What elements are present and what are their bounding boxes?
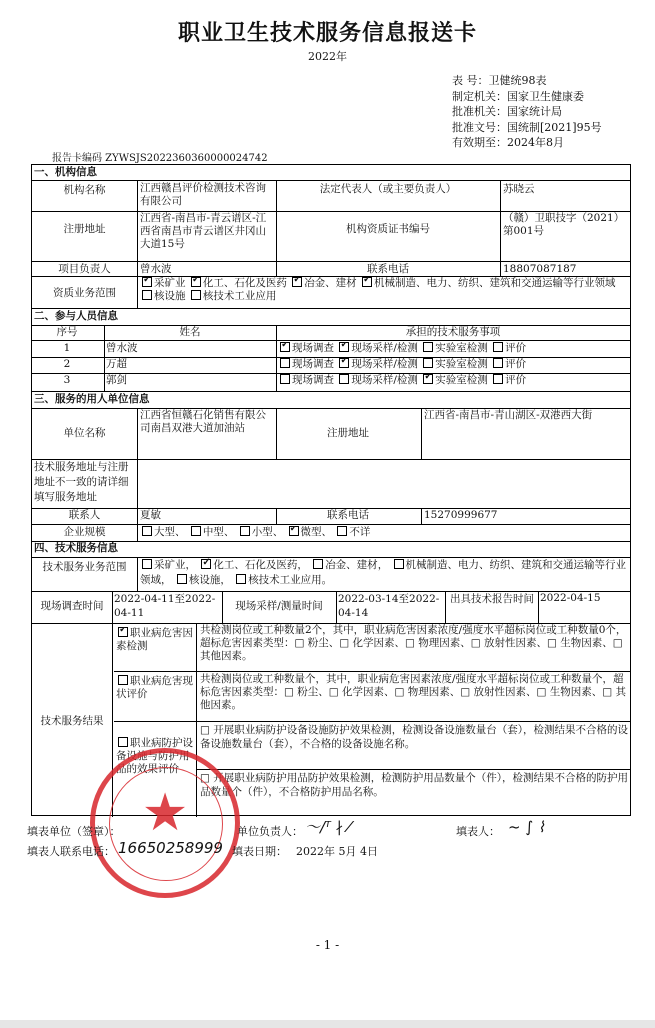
checkbox[interactable] — [280, 358, 290, 368]
contact-phone-value: 15270999677 — [424, 509, 498, 521]
item-label: 评价 — [505, 342, 527, 354]
person-name: 万超 — [106, 358, 127, 370]
pm-value: 曾水波 — [140, 263, 172, 275]
checkbox[interactable] — [394, 559, 404, 569]
meta-row — [452, 120, 602, 136]
form-year: 2022年 — [308, 50, 347, 63]
checkbox[interactable] — [289, 526, 299, 536]
filler-signature: ~ ∫ ⌇ — [508, 818, 546, 836]
checkbox[interactable] — [337, 526, 347, 536]
contact-value: 夏敏 — [140, 509, 161, 521]
meta-row — [452, 135, 602, 151]
service-scope-options: 采矿业， ✓化工、石化及医药， 冶金、建材， 机械制造、电力、纺织、建筑和交通运输等行业领域， 核设施， 核技术工业应用。 — [140, 558, 630, 590]
person-no: 2 — [63, 358, 71, 370]
cert-value: （赣）卫职技字（2021）第001号 — [503, 212, 625, 237]
report-code: 报告卡编码 ZYWSJS2022360360000024742 — [52, 153, 268, 164]
scope-option: 核技术工业应用 — [202, 290, 277, 302]
scope-option: 化工、石化及医药 — [202, 277, 287, 289]
meta-value: 国家卫生健康委 — [507, 89, 584, 103]
scope-option: 机械制造、电力、纺织、建筑和交通运输等行业领域 — [374, 277, 616, 289]
service-scope-label: 技术服务业务范围 — [42, 561, 127, 573]
checkbox[interactable] — [280, 342, 290, 352]
size-option: 小型 — [251, 526, 273, 538]
survey-time-label: 现场调查时间 — [40, 600, 104, 612]
pm-label: 项目负责人 — [58, 263, 111, 275]
filler-phone-label: 填表人联系电话： — [27, 845, 115, 858]
item-label: 现场调查 — [292, 374, 334, 386]
result1-label — [116, 627, 196, 669]
meta-label: 表 号： — [452, 74, 489, 87]
service-scope-option: 冶金、建材 — [325, 559, 378, 571]
unit-name-label: 单位名称 — [63, 427, 106, 439]
section3-title: 三、服务的用人单位信息 — [34, 393, 150, 405]
checkbox[interactable] — [142, 290, 152, 300]
person-items — [278, 342, 628, 355]
checkbox[interactable] — [339, 342, 349, 352]
form-meta — [452, 73, 602, 151]
checkbox[interactable] — [493, 342, 503, 352]
checkbox[interactable] — [118, 675, 128, 685]
phone-label: 联系电话 — [367, 263, 409, 275]
size-label: 企业规模 — [63, 526, 106, 538]
service-addr-label: 技术服务地址与注册地址不一致的请详细填写服务地址 — [34, 461, 129, 503]
section2-title: 二、参与人员信息 — [34, 310, 118, 322]
page-number: - 1 - — [315, 938, 340, 952]
sampling-time-value: 2022-03-14至2022-04-14 — [338, 593, 440, 619]
person-items — [278, 374, 628, 387]
person-name: 郭剑 — [106, 374, 127, 386]
item-label: 实验室检测 — [435, 342, 488, 354]
service-scope-option: 机械制造、电力、纺织、建筑和交通运输等行业领域 — [140, 559, 627, 586]
checkbox[interactable] — [118, 737, 128, 747]
org-name-label: 机构名称 — [63, 184, 106, 196]
result1-text: 共检测岗位或工种数量2个，其中，职业病危害因素浓度/强度水平超标岗位或工种数量0个，超标危害因素类型：□ 粉尘、□ 化学因素、□ 物理因素、□ 放射性因素、□ 生物因素、□ 其他因素。 — [200, 624, 627, 662]
checkbox[interactable] — [423, 358, 433, 368]
bottom-bar — [0, 1020, 655, 1028]
item-label: 现场采样/检测 — [351, 374, 418, 386]
star-icon: ★ — [141, 783, 189, 843]
checkbox[interactable] — [236, 574, 246, 584]
meta-row — [452, 73, 602, 89]
col-name: 姓名 — [179, 326, 201, 338]
checkbox[interactable] — [493, 358, 503, 368]
fill-date-label: 填表日期： — [232, 845, 287, 858]
info-form — [31, 164, 631, 816]
meta-label: 批准文号： — [452, 120, 507, 134]
unit-addr-label: 注册地址 — [327, 427, 369, 439]
person-items — [278, 358, 628, 371]
checkbox[interactable] — [201, 559, 211, 569]
person-name: 曾水波 — [106, 342, 138, 354]
checkbox[interactable] — [493, 374, 503, 384]
meta-value: 卫健统98表 — [488, 74, 547, 87]
checkbox[interactable] — [339, 374, 349, 384]
scope-label: 资质业务范围 — [53, 287, 116, 299]
checkbox[interactable] — [423, 374, 433, 384]
form-title: 职业卫生技术服务信息报送卡 — [177, 20, 477, 46]
item-label: 现场采样/检测 — [351, 342, 418, 354]
legal-rep-label: 法定代表人（或主要负责人） — [319, 183, 457, 195]
item-label: 现场采样/检测 — [351, 358, 418, 370]
unit-addr-value: 江西省-南昌市-青山湖区-双港西大街 — [424, 409, 593, 421]
item-label: 评价 — [505, 358, 527, 370]
checkbox[interactable] — [191, 526, 201, 536]
unit-name-value: 江西省恒赣石化销售有限公司南昌双港大道加油站 — [140, 409, 266, 434]
meta-value: 国家统计局 — [507, 105, 562, 118]
fill-date-value: 2022年 5月 4日 — [296, 845, 378, 858]
survey-time-value: 2022-04-11至2022-04-11 — [114, 593, 216, 619]
checkbox[interactable] — [142, 526, 152, 536]
service-scope-option: 核技术工业应用。 — [248, 574, 333, 586]
checkbox[interactable] — [423, 342, 433, 352]
size-option: 微型 — [300, 526, 322, 538]
filler-label: 填表人： — [456, 825, 500, 838]
unit-seal-label: 填表单位（签章）： — [27, 825, 121, 838]
report-time-value: 2022-04-15 — [540, 592, 601, 604]
cert-label: 机构资质证书编号 — [346, 223, 430, 235]
result3-text2: □ 开展职业病防护用品防护效果检测，检测防护用品数量个（件），检测结果不合格的防护用品数量个（件），不合格防护用品名称。 — [200, 772, 628, 798]
result2-text: 共检测岗位或工种数量个，其中，职业病危害因素浓度/强度水平超标岗位或工种数量个，超标危害因素类型：□ 粉尘、□ 化学因素、□ 物理因素、□ 放射性因素、□ 生物因素、□ 其他因素。 — [200, 673, 627, 711]
result2-label — [116, 675, 196, 717]
reg-address-value: 江西省-南昌市-青云谱区-江西省南昌市青云谱区井冈山大道15号 — [140, 212, 267, 250]
scope-options — [140, 277, 630, 307]
legal-rep-value: 苏晓云 — [503, 183, 535, 195]
contact-label: 联系人 — [68, 509, 101, 521]
size-options: 大型、 中型、 小型、 ✓微型、 不详 — [140, 526, 630, 539]
result3-text: □ 开展职业病防护设备设施防护效果检测，检测设备设施数量台（套），检测结果不合格的设备设施数量台（套），不合格的设备设施名称。 — [200, 724, 628, 750]
reg-address-label: 注册地址 — [63, 223, 106, 235]
scope-option: 核设施 — [154, 290, 186, 302]
checkbox[interactable] — [339, 358, 349, 368]
result-item-label: 职业病防护设备设施与防护用品的效果评价 — [116, 737, 193, 775]
meta-value: 国统制[2021]95号 — [507, 120, 602, 134]
checkbox[interactable] — [240, 526, 250, 536]
result-item-label: 职业病危害因素检测 — [116, 627, 193, 652]
item-label: 实验室检测 — [435, 374, 488, 386]
meta-row — [452, 104, 602, 120]
checkbox[interactable] — [362, 277, 372, 287]
meta-label: 制定机关： — [452, 89, 507, 103]
meta-label: 批准机关： — [452, 105, 507, 118]
scope-option: 冶金、建材 — [304, 277, 357, 289]
result-label: 技术服务结果 — [40, 715, 104, 727]
col-items: 承担的技术服务事项 — [405, 326, 501, 338]
checkbox[interactable] — [142, 559, 152, 569]
head-signature: 〜∕ᵀ ∤ ⁄ — [305, 818, 351, 836]
item-label: 现场调查 — [292, 342, 334, 354]
meta-label: 有效期至： — [452, 136, 507, 149]
size-option: 中型 — [202, 526, 224, 538]
meta-value: 2024年8月 — [507, 136, 564, 149]
checkbox[interactable] — [142, 277, 152, 287]
filler-phone-value: 16650258999 — [118, 839, 223, 857]
result-item-label: 职业病危害现状评价 — [116, 675, 193, 700]
service-scope-option: 核设施 — [188, 574, 221, 586]
phone-value: 18807087187 — [503, 263, 577, 275]
checkbox[interactable] — [191, 290, 201, 300]
org-name-value: 江西赣昌评价检测技术咨询有限公司 — [140, 182, 266, 207]
sampling-time-label: 现场采样/测量时间 — [235, 600, 323, 612]
checkbox[interactable] — [292, 277, 302, 287]
size-option: 不详 — [349, 526, 371, 538]
unit-head-label: 单位负责人： — [237, 825, 303, 838]
checkbox[interactable] — [191, 277, 201, 287]
checkbox[interactable] — [280, 374, 290, 384]
section1-title: 一、机构信息 — [34, 166, 97, 178]
item-label: 实验室检测 — [435, 358, 488, 370]
person-no: 3 — [63, 374, 71, 386]
checkbox[interactable] — [177, 574, 187, 584]
checkbox[interactable] — [313, 559, 323, 569]
checkbox[interactable] — [118, 627, 128, 637]
contact-phone-label: 联系电话 — [327, 509, 369, 521]
item-label: 评价 — [505, 374, 527, 386]
col-no: 序号 — [56, 326, 78, 338]
scope-option: 采矿业 — [154, 277, 186, 289]
meta-row — [452, 89, 602, 105]
service-scope-option: 化工、石化及医药 — [213, 559, 298, 571]
size-option: 大型 — [154, 526, 175, 538]
item-label: 现场调查 — [292, 358, 334, 370]
person-no: 1 — [63, 342, 71, 354]
report-time-label: 出具技术报告时间 — [450, 593, 534, 605]
service-scope-option: 采矿业 — [154, 559, 186, 571]
section4-title: 四、技术服务信息 — [34, 542, 118, 554]
